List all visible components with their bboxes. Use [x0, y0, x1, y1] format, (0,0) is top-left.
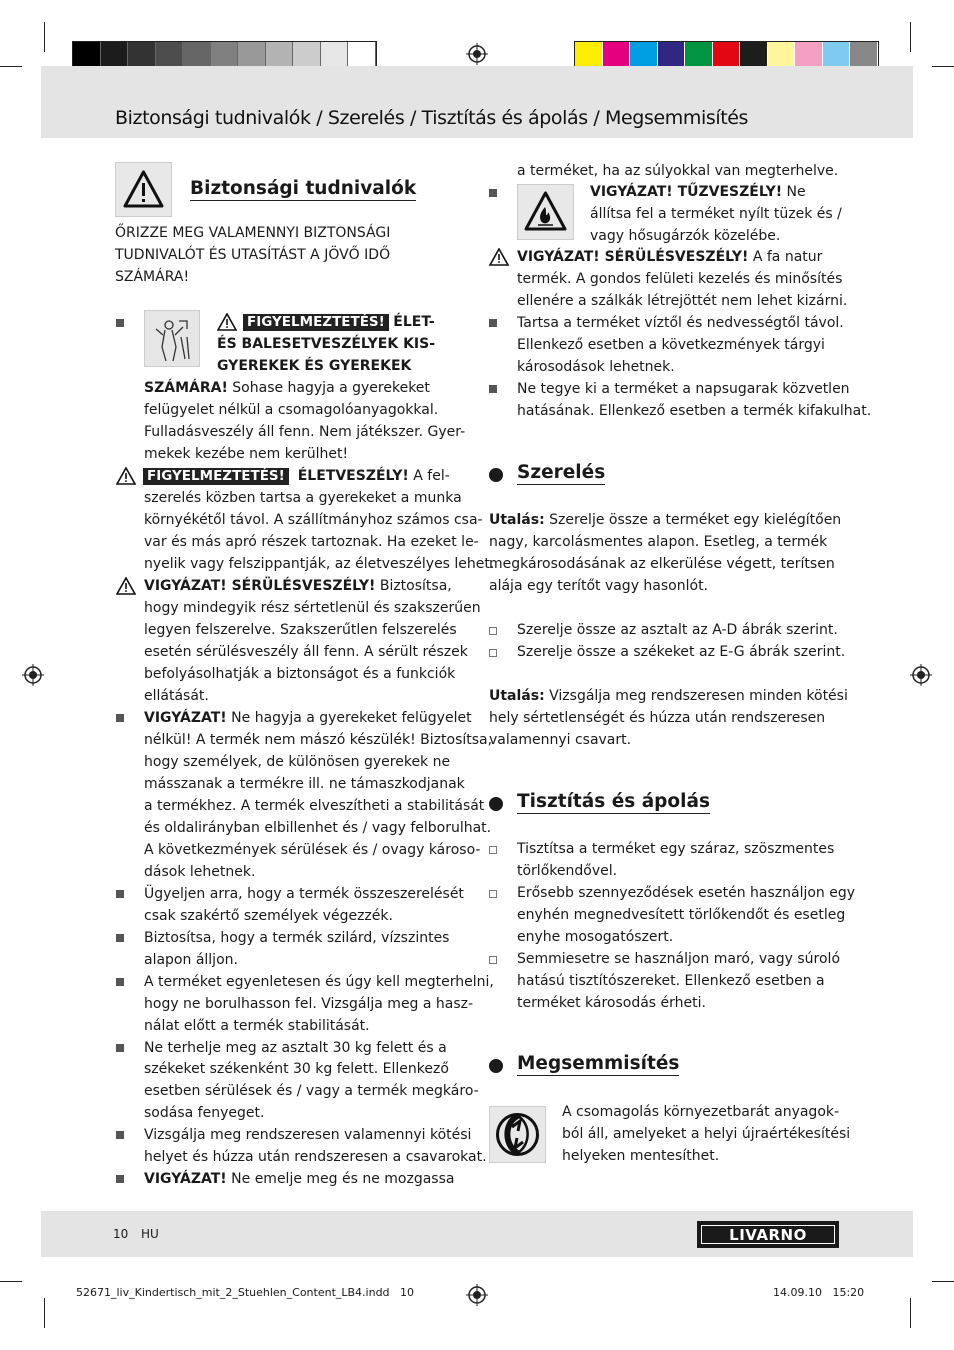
text-line: ellenére a szálkák létrejöttét nem lehet kizárni.: [517, 293, 848, 309]
text-line: szerelés közben tartsa a gyerekeket a munka: [144, 490, 462, 506]
gray-color-strip: [72, 41, 377, 69]
crop-mark: [932, 1281, 954, 1282]
step-bullet: [489, 890, 497, 898]
text: A fel-: [408, 468, 450, 484]
registration-mark-icon: [466, 1284, 488, 1306]
bullet: [116, 890, 124, 898]
section-bullet-icon: [489, 797, 503, 811]
warning-triangle-icon: [217, 313, 237, 331]
text-line: Ügyeljen arra, hogy a termék összeszerelését: [144, 886, 464, 902]
text-line: dások lehetnek.: [144, 864, 256, 880]
child-warning-icon: [144, 310, 200, 367]
fire-warning-icon: [517, 184, 574, 240]
text-line: székeket székenként 30 kg felett. Ellenkező: [144, 1061, 449, 1077]
intro-line: ŐRIZZE MEG VALAMENNYI BIZTONSÁGI: [115, 225, 391, 241]
text-line: Ne terhelje meg az asztalt 30 kg felett és a: [144, 1040, 447, 1056]
text: Szerelje össze a terméket egy kielégítően: [544, 512, 842, 528]
text-line: Vizsgálja meg rendszeresen valamennyi kötési: [144, 1127, 472, 1143]
section-heading-safety: [190, 178, 416, 199]
warning-title: VIGYÁZAT! SÉRÜLÉSVESZÉLY!: [144, 578, 376, 594]
warning-badge: FIGYELMEZTETÉS!: [243, 314, 389, 331]
bullet: [489, 189, 497, 197]
warning-title: ÉLET-: [393, 314, 435, 330]
process-color-strip: [574, 41, 879, 69]
step-bullet: [489, 649, 497, 657]
section-heading-cleaning: [517, 791, 710, 812]
text-line: termék. A gondos felületi kezelés és minősítés: [517, 271, 843, 287]
warning-title: ÉS BALESETVESZÉLYEK KIS-: [217, 336, 436, 352]
text-line: esetén sérülésveszély áll fenn. A sérült részek: [144, 644, 468, 660]
warning-sign-icon: [115, 162, 172, 217]
bullet: [116, 714, 124, 722]
crop-mark: [932, 66, 954, 67]
warning-title: ÉLETVESZÉLY!: [297, 468, 409, 484]
text-line: Tisztítsa a terméket egy száraz, szöszmentes: [517, 841, 835, 857]
note-line: [489, 685, 848, 707]
text: Ne emelje meg és ne mozgassa: [226, 1171, 455, 1187]
text-line: Biztosítsa, hogy a termék szilárd, vízszintes: [144, 930, 450, 946]
warning-title: VIGYÁZAT! TŰZVESZÉLY!: [590, 184, 783, 200]
warning-line: [144, 575, 452, 597]
bullet: [116, 1175, 124, 1183]
crop-mark: [44, 1298, 45, 1328]
page-title: Biztonsági tudnivalók / Szerelés / Tisztítás és ápolás / Megsemmisítés: [115, 107, 749, 129]
text-line: Ne tegye ki a terméket a napsugarak közvetlen: [517, 381, 850, 397]
text-line: a termékhez. A termék elveszítheti a stabilitását: [144, 798, 485, 814]
intro-line: SZÁMÁRA!: [115, 269, 190, 285]
bullet: [116, 319, 124, 327]
bullet: [489, 319, 497, 327]
text-line: károsodások lehetnek.: [517, 359, 675, 375]
text-line: hatású tisztítószereket. Ellenkező esetben a: [517, 973, 825, 989]
text-line: nyelik vagy felszippantják, az életveszélyes lehet.: [144, 556, 495, 572]
text: Ne: [782, 184, 806, 200]
text-line: megkárosodásának az elkerülése végett, terítsen: [489, 556, 835, 572]
text-line: mekek kezébe nem kerülhet!: [144, 446, 349, 462]
crop-mark: [910, 1298, 911, 1328]
text-line: Tartsa a terméket víztől és nedvességtől távol.: [517, 315, 844, 331]
green-dot-recycling-icon: [489, 1106, 546, 1163]
slug-date: 14.09.10 15:20: [773, 1286, 865, 1299]
section-heading-assembly: [517, 462, 605, 483]
section-heading-text: Tisztítás és ápolás: [517, 791, 710, 812]
warning-title: VIGYÁZAT!: [144, 710, 227, 726]
warning-line: [243, 311, 435, 333]
crop-mark: [44, 22, 45, 52]
section-heading-disposal: [517, 1053, 679, 1074]
language-code: HU: [141, 1227, 159, 1241]
page-number: 10: [113, 1227, 129, 1241]
bullet: [489, 385, 497, 393]
text-line: A csomagolás környezetbarát anyagok-: [562, 1104, 840, 1120]
text-line: helyet és húzza után rendszeresen a csavarokat.: [144, 1149, 487, 1165]
text: Biztosítsa,: [375, 578, 452, 594]
text-line: legyen felszerelve. Szakszerűtlen felszerelés: [144, 622, 457, 638]
text-line: esetben sérülések és / vagy a termék megkáro-: [144, 1083, 479, 1099]
warning-badge: FIGYELMEZTETÉS!: [143, 468, 289, 485]
registration-mark-icon: [22, 664, 44, 686]
warning-title: GYEREKEK ÉS GYEREKEK: [217, 358, 412, 374]
step-bullet: [489, 956, 497, 964]
step-bullet: [489, 627, 497, 635]
logo-text: LIVARNO: [729, 1225, 807, 1244]
text-line: hogy mindegyik rész sértetlenül és szakszerűen: [144, 600, 481, 616]
text-line: nálat előtt a termék stabilitását.: [144, 1018, 370, 1034]
text-line: hogy ne borulhasson fel. Vizsgálja meg a hasz-: [144, 996, 474, 1012]
text-line: alája egy terítőt vagy hasonlót.: [489, 578, 709, 594]
brand-logo: [698, 1222, 838, 1247]
registration-mark-icon: [910, 664, 932, 686]
step-line: Szerelje össze az asztalt az A-D ábrák szerint.: [517, 622, 838, 638]
section-heading-text: Biztonsági tudnivalók: [190, 178, 417, 199]
crop-mark: [0, 66, 22, 67]
note-line: [489, 509, 841, 531]
warning-title: VIGYÁZAT! SÉRÜLÉSVESZÉLY!: [517, 249, 749, 265]
text-line: befolyásolhatják a biztonságot és a funkciók: [144, 666, 456, 682]
text-line: ból áll, amelyeket a helyi újraértékesítési: [562, 1126, 851, 1142]
text: Ne hagyja a gyerekeket felügyelet: [226, 710, 472, 726]
bullet: [116, 978, 124, 986]
registration-mark-icon: [466, 43, 488, 65]
text-line: var és más apró részek tartoznak. Ha ezeket le-: [144, 534, 479, 550]
text-line: Erősebb szennyeződések esetén használjon egy: [517, 885, 856, 901]
text-line: alapon álljon.: [144, 952, 238, 968]
text-line: terméket károsodás érheti.: [517, 995, 706, 1011]
crop-mark: [0, 1281, 22, 1282]
bullet-line: [144, 707, 472, 729]
slug-filename: 52671_liv_Kindertisch_mit_2_Stuehlen_Content_LB4.indd 10: [76, 1286, 415, 1299]
text-line: és oldalirányban elbillenhet és / vagy felborulhat.: [144, 820, 492, 836]
warning-line: [144, 377, 430, 399]
bullet-line: [144, 1168, 454, 1190]
warning-title: SZÁMÁRA!: [144, 380, 228, 396]
text-line: Fulladásveszély áll fenn. Nem játékszer. Gyer-: [144, 424, 466, 440]
section-bullet-icon: [489, 468, 503, 482]
warning-triangle-icon: [116, 467, 136, 485]
bullet: [116, 1044, 124, 1052]
text-line: enyhén megnedvesített törlőkendőt és esetleg: [517, 907, 846, 923]
text: A fa natur: [748, 249, 823, 265]
text-line: valamennyi csavart.: [489, 732, 632, 748]
text-line: felügyelet nélkül a csomagolóanyagokkal.: [144, 402, 439, 418]
text-line: csak szakértő személyek végezzék.: [144, 908, 393, 924]
text-line: A terméket egyenletesen és úgy kell megterhelni,: [144, 974, 494, 990]
text-line: Semmiesetre se használjon maró, vagy súroló: [517, 951, 841, 967]
crop-mark: [910, 22, 911, 52]
text: Sohase hagyja a gyerekeket: [227, 380, 430, 396]
warning-line: [517, 246, 822, 268]
warning-title: VIGYÁZAT!: [144, 1171, 227, 1187]
text-line: sodása fenyeget.: [144, 1105, 265, 1121]
text-line: másszanak a termékre ill. ne támaszkodjanak: [144, 776, 465, 792]
text-line: törlőkendővel.: [517, 863, 618, 879]
text-line: nélkül! A termék nem mászó készülék! Biztosítsa,: [144, 732, 493, 748]
text-line: környékétől távol. A szállítmányhoz számos csa-: [144, 512, 483, 528]
text-line: állítsa fel a terméket nyílt tüzek és /: [590, 206, 842, 222]
text-line: hely sértetlenségét és húzza után rendszeresen: [489, 710, 826, 726]
step-bullet: [489, 846, 497, 854]
text-line: ellátását.: [144, 688, 209, 704]
warning-line: [590, 181, 806, 203]
text: Vizsgálja meg rendszeresen minden kötési: [544, 688, 848, 704]
intro-line: TUDNIVALÓT ÉS UTASÍTÁST A JÖVŐ IDŐ: [115, 247, 391, 263]
text-line: nagy, karcolásmentes alapon. Esetleg, a termék: [489, 534, 828, 550]
text-line: vagy hősugárzók közelébe.: [590, 228, 781, 244]
text-line: helyeken mentesíthet.: [562, 1148, 720, 1164]
text-line: enyhe mosogatószert.: [517, 929, 674, 945]
note-label: Utalás:: [489, 512, 545, 528]
text-line: hogy személyek, de különösen gyerekek ne: [144, 754, 451, 770]
text-line: Ellenkező esetben a következmények tárgyi: [517, 337, 825, 353]
step-line: Szerelje össze a székeket az E-G ábrák szerint.: [517, 644, 846, 660]
warning-line: [143, 465, 450, 487]
bullet: [116, 934, 124, 942]
section-bullet-icon: [489, 1059, 503, 1073]
text-line: a terméket, ha az súlyokkal van megterhelve.: [517, 163, 839, 179]
text-line: hatásának. Ellenkező esetben a termék kifakulhat.: [517, 403, 872, 419]
text-line: A következmények sérülések és / ovagy károso-: [144, 842, 481, 858]
section-heading-text: Megsemmisítés: [517, 1053, 680, 1074]
note-label: Utalás:: [489, 688, 545, 704]
warning-triangle-icon: [116, 577, 136, 595]
warning-triangle-icon: [489, 248, 509, 266]
section-heading-text: Szerelés: [517, 462, 606, 483]
bullet: [116, 1131, 124, 1139]
